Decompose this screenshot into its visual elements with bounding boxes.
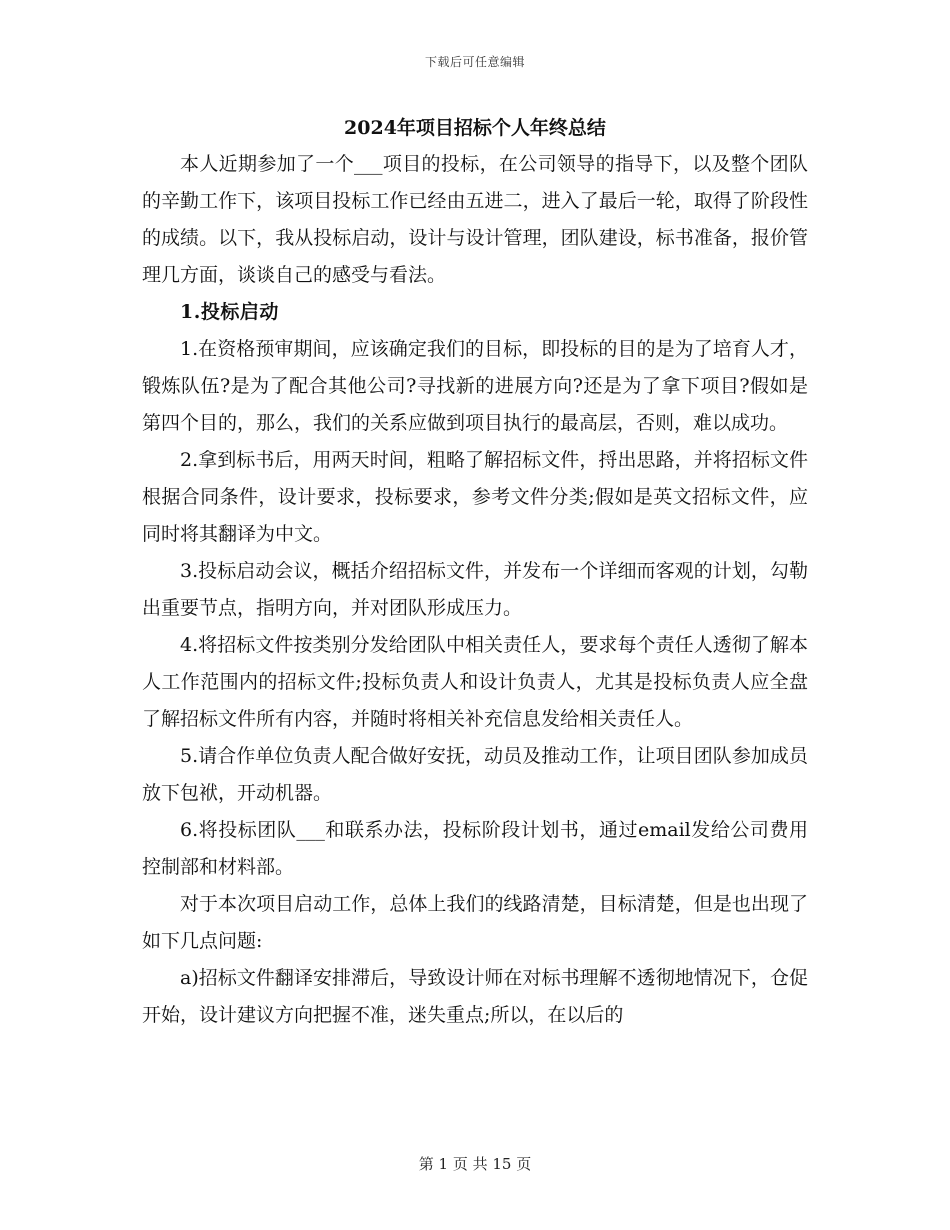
paragraph-item-4: 4.将招标文件按类别分发给团队中相关责任人，要求每个责任人透彻了解本人工作范围内的招标文件;投标负责人和设计负责人，尤其是投标负责人应全盘了解招标文件所有内容，并随时将相关补充信息发给相关责任人。 xyxy=(142,634,808,730)
paragraph-item-5: 5.请合作单位负责人配合做好安抚，动员及推动工作，让项目团队参加成员放下包袱，开动机器。 xyxy=(142,745,808,804)
paragraph-item-6: 6.将投标团队___和联系办法，投标阶段计划书，通过email发给公司费用控制部和材料部。 xyxy=(142,819,808,878)
paragraph-item-3: 3.投标启动会议，概括介绍招标文件，并发布一个详细而客观的计划，勾勒出重要节点，指明方向，并对团队形成压力。 xyxy=(142,560,808,619)
paragraph-intro: 本人近期参加了一个___项目的投标，在公司领导的指导下，以及整个团队的辛勤工作下，该项目投标工作已经由五进二，进入了最后一轮，取得了阶段性的成绩。以下，我从投标启动，设计与设计管理，团队建设，标书准备，报价管理几方面，谈谈自己的感受与看法。 xyxy=(142,153,808,286)
page-footer-number: 第 1 页 共 15 页 xyxy=(418,1155,532,1173)
section-heading-bid-launch: 1.投标启动 xyxy=(180,301,279,323)
page-header-note: 下载后可任意编辑 xyxy=(424,55,525,69)
document-title: 2024年项目招标个人年终总结 xyxy=(344,117,606,139)
paragraph-item-1: 1.在资格预审期间，应该确定我们的目标，即投标的目的是为了培育人才，锻炼队伍?是为了配合其他公司?寻找新的进展方向?还是为了拿下项目?假如是第四个目的，那么，我们的关系应做到项目执行的最高层，否则，难以成功。 xyxy=(142,338,808,434)
paragraph-item-2: 2.拿到标书后，用两天时间，粗略了解招标文件，捋出思路，并将招标文件根据合同条件，设计要求，投标要求，参考文件分类;假如是英文招标文件，应同时将其翻译为中文。 xyxy=(142,449,808,545)
paragraph-issue-a: a)招标文件翻译安排滞后，导致设计师在对标书理解不透彻地情况下，仓促开始，设计建议方向把握不准，迷失重点;所以，在以后的 xyxy=(142,967,808,1026)
document-body xyxy=(142,112,808,1034)
paragraph-summary: 对于本次项目启动工作，总体上我们的线路清楚，目标清楚，但是也出现了如下几点问题: xyxy=(142,893,808,952)
